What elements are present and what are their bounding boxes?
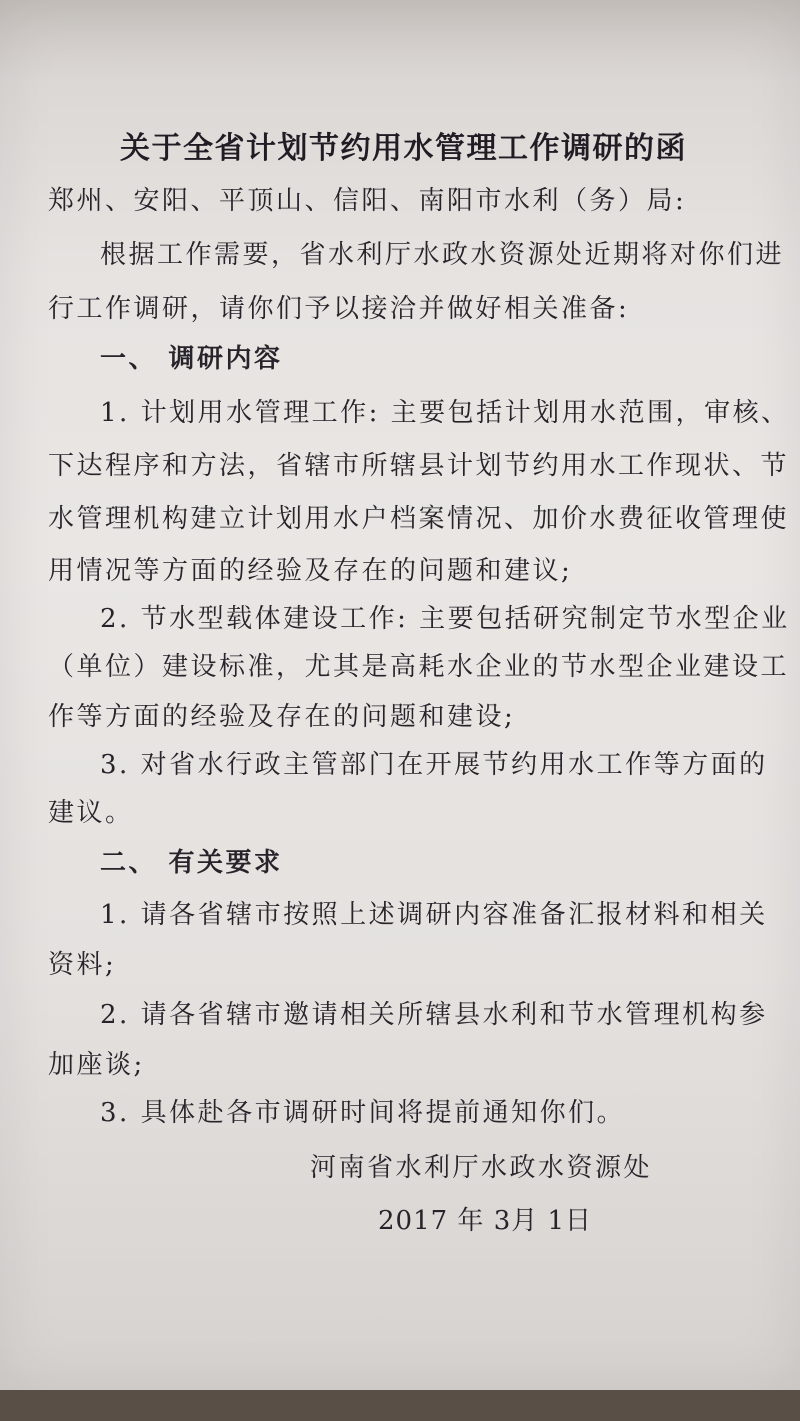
section1-item1-line: 用情况等方面的经验及存在的问题和建议; — [48, 556, 573, 586]
section1-item2-line: 作等方面的经验及存在的问题和建设; — [48, 702, 516, 732]
intro-line: 行工作调研，请你们予以接洽并做好相关准备: — [48, 294, 630, 324]
section1-item1-line: 1. 计划用水管理工作: 主要包括计划用水范围，审核、 — [100, 398, 790, 428]
section2-item1-line: 资料; — [48, 950, 117, 980]
section-heading-requirements: 二、 有关要求 — [100, 848, 283, 878]
section1-item1-line: 下达程序和方法，省辖市所辖县计划节约用水工作现状、节 — [48, 451, 790, 481]
table-surface — [0, 1390, 800, 1421]
section1-item1-line: 水管理机构建立计划用水户档案情况、加价水费征收管理使 — [48, 504, 790, 534]
section1-item3-line: 3. 对省水行政主管部门在开展节约用水工作等方面的 — [100, 750, 768, 780]
document-title: 关于全省计划节约用水管理工作调研的函 — [120, 131, 687, 166]
section-heading-research-content: 一、 调研内容 — [100, 344, 283, 374]
intro-line: 根据工作需要，省水利厅水政水资源处近期将对你们进 — [100, 240, 785, 270]
section1-item3-line: 建议。 — [48, 798, 134, 828]
section1-item2-line: 2. 节水型载体建设工作: 主要包括研究制定节水型企业 — [100, 604, 790, 634]
section2-item1-line: 1. 请各省辖市按照上述调研内容准备汇报材料和相关 — [100, 900, 768, 930]
signature-date: 2017 年 3月 1日 — [378, 1206, 593, 1236]
signature-organization: 河南省水利厅水政水资源处 — [310, 1153, 653, 1183]
section2-item3-line: 3. 具体赴各市调研时间将提前通知你们。 — [100, 1098, 626, 1128]
section2-item2-line: 2. 请各省辖市邀请相关所辖县水利和节水管理机构参 — [100, 1000, 768, 1030]
section1-item2-line: （单位）建设标准，尤其是高耗水企业的节水型企业建设工 — [48, 652, 790, 682]
recipient-line: 郑州、安阳、平顶山、信阳、南阳市水利（务）局: — [48, 186, 687, 216]
section2-item2-line: 加座谈; — [48, 1050, 145, 1080]
